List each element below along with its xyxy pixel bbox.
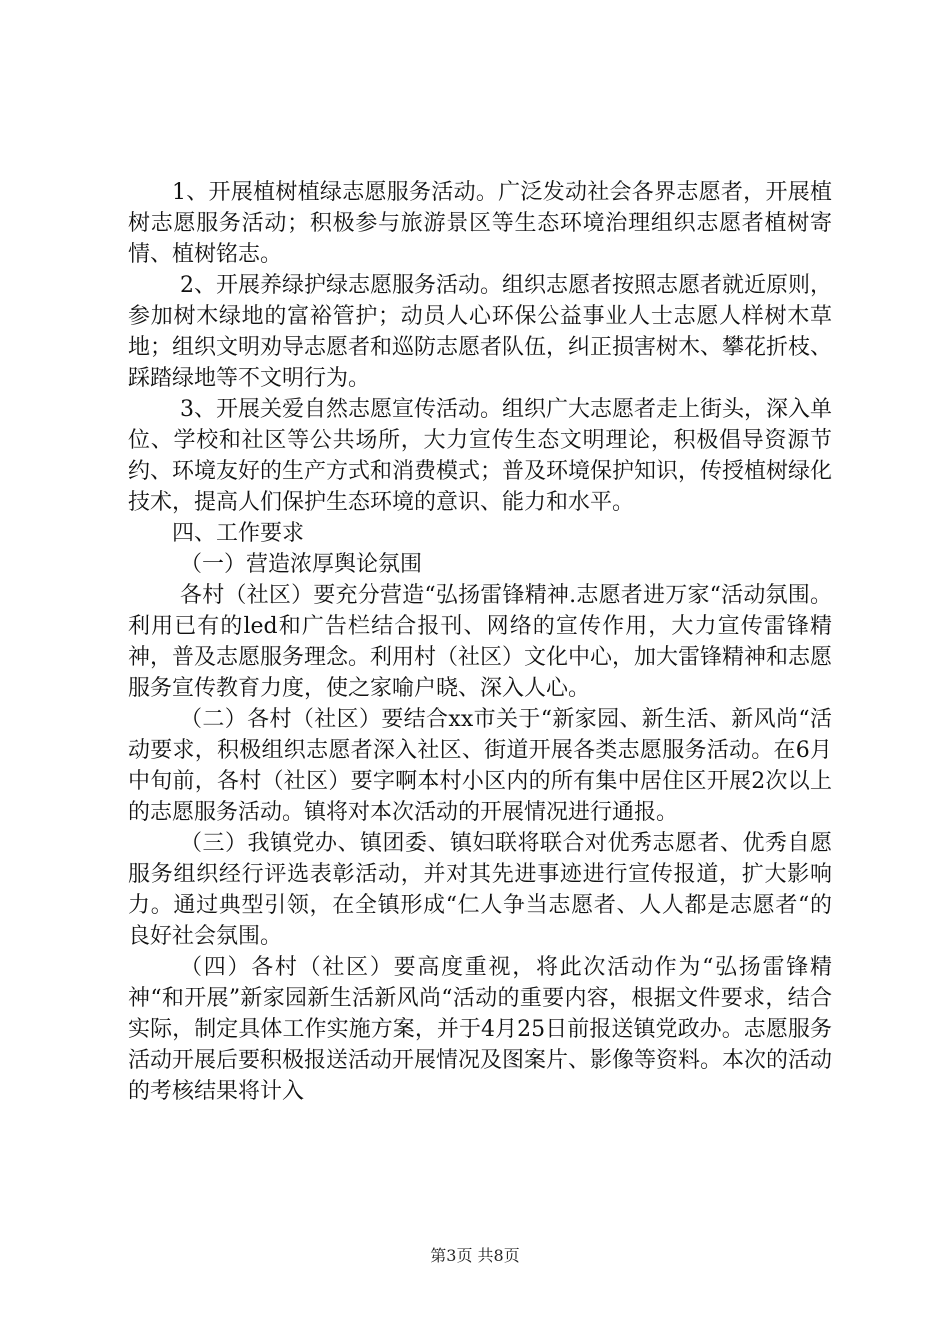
paragraph-1: 1、开展植树植绿志愿服务活动。广泛发动社会各界志愿者，开展植树志愿服务活动；积极参与旅游景区等生态环境治理组织志愿者植树寄情、植树铭志。 — [128, 180, 832, 267]
paragraph-2: 2、开展养绿护绿志愿服务活动。组织志愿者按照志愿者就近原则，参加树木绿地的富裕管护；动员人心环保公益事业人士志愿人样树木草地；组织文明劝导志愿者和巡防志愿者队伍，纠正损害树木、攀花折枝、踩踏绿地等不文明行为。 — [128, 273, 833, 391]
paragraph-4: 各村（社区）要充分营造“弘扬雷锋精神.志愿者进万家“活动氛围。利用已有的led和广告栏结合报刊、网络的宣传作用，大力宣传雷锋精神，普及志愿服务理念。利用村（社区）文化中心，加大雷锋精神和志愿服务宣传教育力度，使之家喻户晓、深入人心。 — [128, 583, 833, 701]
section-heading-work-requirements: 四、工作要求 — [172, 521, 305, 546]
paragraph-3: 3、开展关爱自然志愿宣传活动。组织广大志愿者走上街头，深入单位、学校和社区等公共场所，大力宣传生态文明理论，积极倡导资源节约、环境友好的生产方式和消费模式；普及环境保护知识，传授植树绿化技术，提高人们保护生态环境的意识、能力和水平。 — [128, 397, 833, 515]
page-number-footer: 第3页 共8页 — [430, 1246, 520, 1265]
subheading-1: （一）营造浓厚舆论氛围 — [180, 552, 423, 577]
paragraph-7: （四）各村（社区）要高度重视，将此次活动作为“弘扬雷锋精神“和开展”新家园新生活新风尚“活动的重要内容，根据文件要求，结合实际，制定具体工作实施方案，并于4月25日前报送镇党政办。志愿服务活动开展后要积极报送活动开展情况及图案片、影像等资料。本次的活动的考核结果将计入 — [128, 955, 833, 1104]
paragraph-6: （三）我镇党办、镇团委、镇妇联将联合对优秀志愿者、优秀自愿服务组织经行评选表彰活动，并对其先进事迹进行宣传报道，扩大影响力。通过典型引领，在全镇形成“仁人争当志愿者、人人都是志愿者“的良好社会氛围。 — [128, 831, 832, 949]
paragraph-5: （二）各村（社区）要结合xx市关于“新家园、新生活、新风尚“活动要求，积极组织志愿者深入社区、街道开展各类志愿服务活动。在6月中旬前，各村（社区）要字啊本村小区内的所有集中居住区开展2次以上的志愿服务活动。镇将对本次活动的开展情况进行通报。 — [128, 707, 832, 825]
document-body — [128, 177, 832, 1107]
